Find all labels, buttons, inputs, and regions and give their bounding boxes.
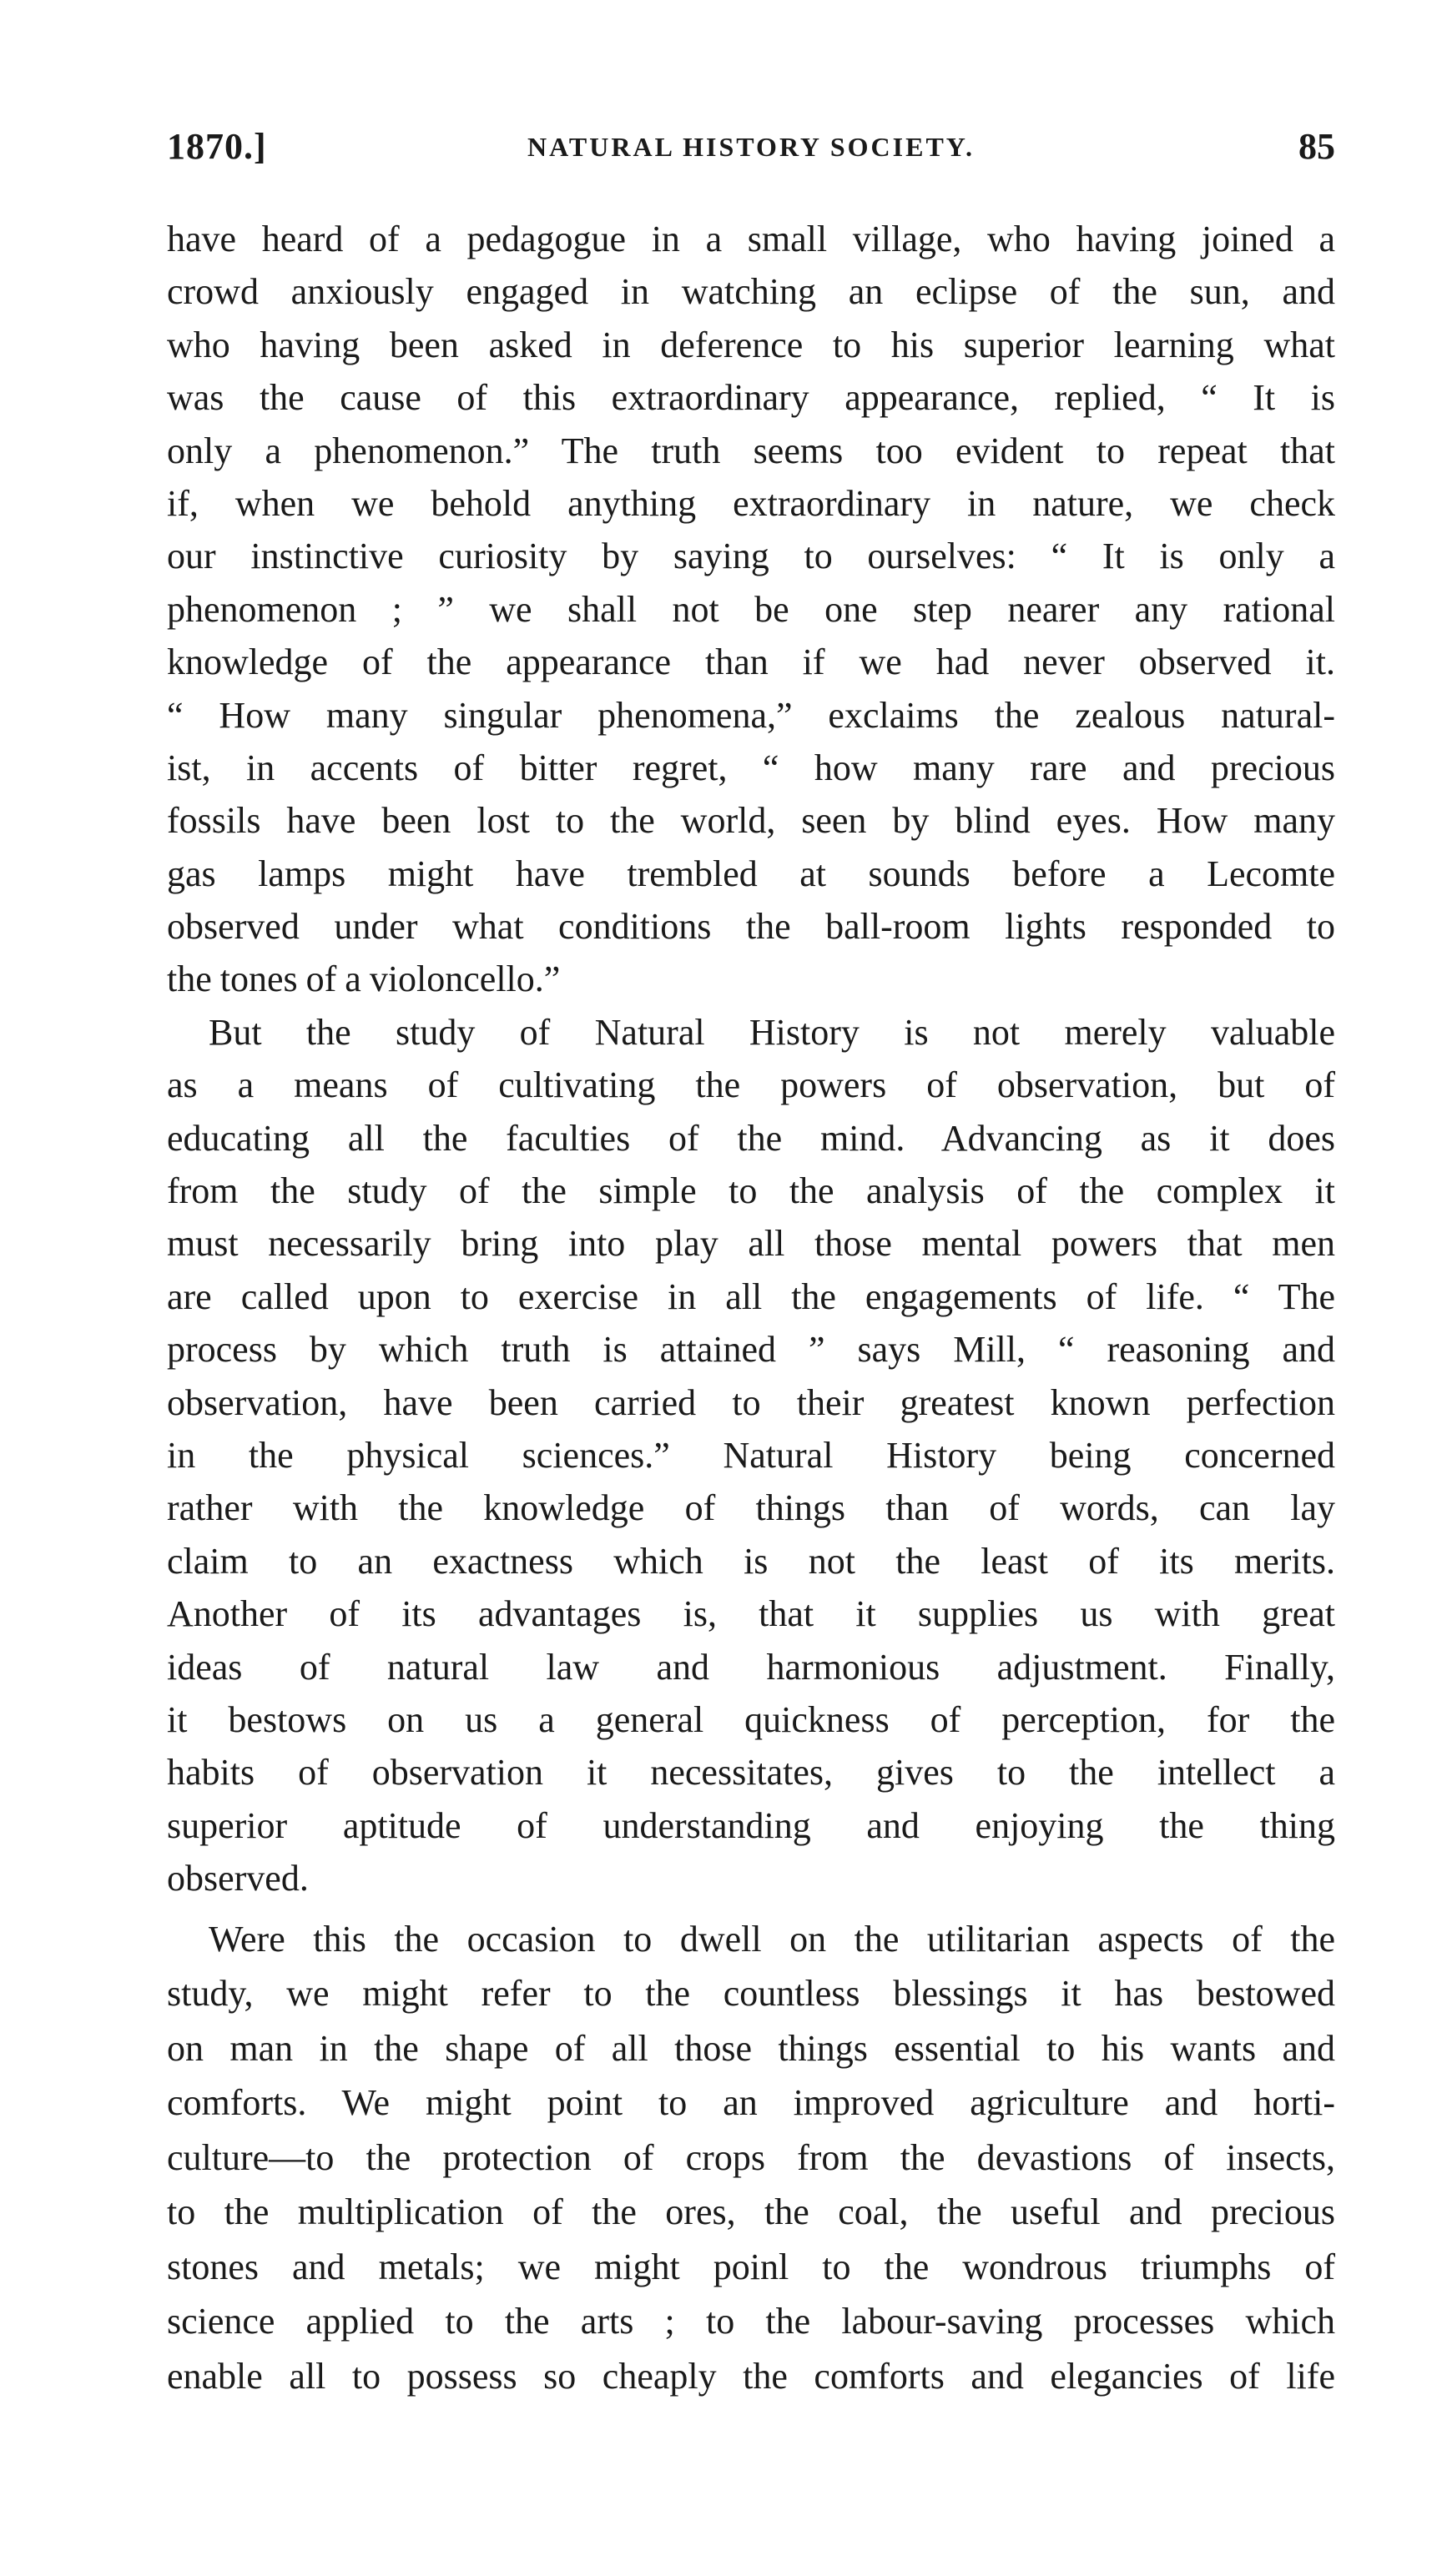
- text-line: knowledge of the appearance than if we had never observed it.: [167, 641, 1335, 683]
- text-line: have heard of a pedagogue in a small village, who having joined a: [167, 219, 1335, 259]
- text-line: process by which truth is attained ” says Mill, “ reasoning and: [167, 1329, 1335, 1371]
- text-line: culture—to the protection of crops from the devastions of insects,: [167, 2136, 1335, 2178]
- text-line: phenomenon ; ” we shall not be one step nearer any rational: [167, 588, 1335, 630]
- text-line: on man in the shape of all those things essential to his wants and: [167, 2027, 1335, 2069]
- header-title: NATURAL HISTORY SOCIETY.: [527, 132, 975, 162]
- text-line: in the physical sciences.” Natural History being concerned: [167, 1434, 1335, 1476]
- text-line: as a means of cultivating the powers of observation, but of: [167, 1064, 1335, 1106]
- text-line: stones and metals; we might poinl to the wondrous triumphs of: [167, 2246, 1335, 2287]
- text-line: was the cause of this extraordinary appearance, replied, “ It is: [167, 377, 1335, 419]
- text-line: if, when we behold anything extraordinary in nature, we check: [167, 482, 1335, 524]
- paragraph-1: [167, 213, 1335, 1006]
- text-line: it bestows on us a general quickness of perception, for the: [167, 1698, 1335, 1740]
- text-line: Were this the occasion to dwell on the utilitarian aspects of the: [209, 1918, 1335, 1960]
- text-line: our instinctive curiosity by saying to ourselves: “ It is only a: [167, 536, 1335, 577]
- text-line: the tones of a violoncello.”: [167, 958, 561, 1000]
- text-line: only a phenomenon.” The truth seems too evident to repeat that: [167, 430, 1335, 471]
- text-line: habits of observation it necessitates, gives to the intellect a: [167, 1752, 1335, 1794]
- text-line: ideas of natural law and harmonious adjustment. Finally,: [167, 1646, 1335, 1688]
- header-year: 1870.]: [167, 126, 267, 167]
- text-line: to the multiplication of the ores, the coal, the useful and precious: [167, 2191, 1335, 2232]
- text-line: But the study of Natural History is not merely valuable: [209, 1011, 1335, 1053]
- text-line: superior aptitude of understanding and enjoying the thing: [167, 1804, 1335, 1846]
- text-line: observed.: [167, 1858, 309, 1899]
- running-header: [167, 125, 1335, 175]
- text-line: are called upon to exercise in all the engagements of life. “ The: [167, 1275, 1335, 1317]
- text-line: observed under what conditions the ball-room lights responded to: [167, 906, 1335, 948]
- text-line: enable all to possess so cheaply the comforts and elegancies of life: [167, 2355, 1335, 2397]
- text-line: educating all the faculties of the mind. Advancing as it does: [167, 1117, 1335, 1159]
- text-line: must necessarily bring into play all those mental powers that men: [167, 1223, 1335, 1265]
- text-line: study, we might refer to the countless blessings it has bestowed: [167, 1973, 1335, 2014]
- text-line: science applied to the arts ; to the labour-saving processes which: [167, 2301, 1335, 2342]
- text-line: Another of its advantages is, that it supplies us with great: [167, 1593, 1335, 1635]
- text-line: rather with the knowledge of things than of words, can lay: [167, 1487, 1335, 1529]
- text-line: from the study of the simple to the analysis of the complex it: [167, 1170, 1335, 1212]
- text-line: claim to an exactness which is not the least of its merits.: [167, 1540, 1335, 1582]
- text-line: fossils have been lost to the world, seen by blind eyes. How many: [167, 800, 1335, 842]
- body-text: [167, 213, 1335, 2403]
- paragraph-3: [167, 1912, 1335, 2404]
- text-line: ist, in accents of bitter regret, “ how many rare and precious: [167, 747, 1335, 788]
- text-line: crowd anxiously engaged in watching an eclipse of the sun, and: [167, 271, 1335, 313]
- text-line: comforts. We might point to an improved agriculture and horti-: [167, 2082, 1335, 2123]
- text-line: observation, have been carried to their greatest known perfection: [167, 1381, 1335, 1423]
- text-line: who having been asked in deference to his superior learning what: [167, 324, 1335, 365]
- text-line: “ How many singular phenomena,” exclaims the zealous natural-: [167, 694, 1335, 736]
- page-number: 85: [1298, 126, 1335, 167]
- text-line: gas lamps might have trembled at sounds before a Lecomte: [167, 853, 1335, 894]
- paragraph-2: [167, 1006, 1335, 1905]
